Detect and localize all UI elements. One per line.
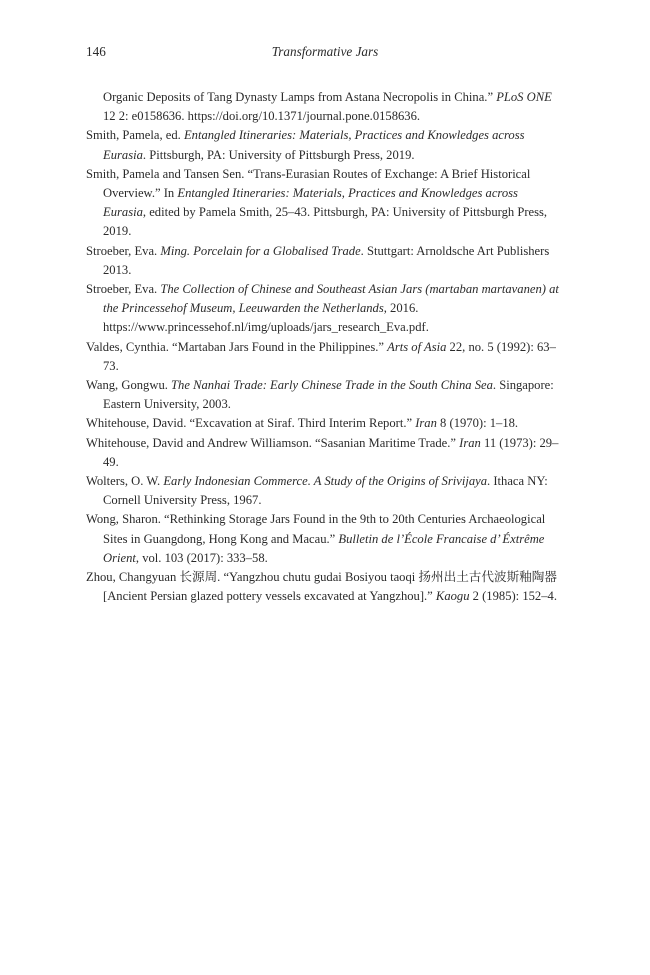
reference-entry [86,510,564,568]
reference-text: . Stuttgart: Arnoldsche Art Publishers 2013. [103,243,550,277]
reference-text: Wong, Sharon. “Rethinking Storage Jars Found in the 9th to 20th Centuries Archaeological Sites in Guangdong, Hong Kong and Macau.” [86,512,546,546]
reference-entry [86,126,564,164]
reference-title: The Nanhai Trade: Early Chinese Trade in the South China Sea [171,378,493,393]
reference-title: Ming. Porcelain for a Globalised Trade [160,243,361,258]
reference-entry [86,472,564,510]
reference-text: , 2016. https://www.princessehof.nl/img/uploads/jars_research_Eva.pdf. [103,301,429,335]
reference-text: Zhou, Changyuan 长源周. “Yangzhou chutu gudai Bosiyou taoqi 扬州出土古代波斯釉陶器 [Ancient Persian glazed pottery vessels excavated at Yangzhou].” [86,570,557,604]
reference-text: Organic Deposits of Tang Dynasty Lamps from Astana Necropolis in China.” [103,90,497,104]
reference-entry [86,414,564,433]
reference-text: 8 (1970): 1–18. [436,416,519,431]
running-title: Transformative Jars [271,44,379,59]
bibliography-list [86,88,564,606]
reference-title: Entangled Itineraries: Materials, Practices and Knowledges across Eurasia [103,186,518,220]
page-number: 146 [86,44,106,59]
reference-title: The Collection of Chinese and Southeast Asian Jars (martaban martavanen) at the Princessehof Museum, Leeuwarden the Netherlands [103,282,559,316]
reference-entry [86,165,564,242]
reference-title: Iran [415,416,437,431]
reference-title: PLoS ONE [496,90,552,104]
reference-text: Wolters, O. W. [86,474,164,489]
reference-title: Early Indonesian Commerce. A Study of the Origins of Srivijaya [163,474,488,489]
reference-title: Entangled Itineraries: Materials, Practices and Knowledges across Eurasia [103,128,525,162]
reference-text: . Pittsburgh, PA: University of Pittsburgh Press, 2019. [142,147,415,162]
reference-text: Smith, Pamela, ed. [86,128,184,143]
reference-entry [86,376,564,414]
reference-entry [86,568,564,606]
reference-entry [86,434,564,472]
reference-text: 12 2: e0158636. https://doi.org/10.1371/journal.pone.0158636. [103,109,421,124]
reference-text: Stroeber, Eva. [86,243,161,258]
reference-title: Arts of Asia [387,339,447,354]
reference-entry [86,338,564,376]
reference-text: Whitehouse, David and Andrew Williamson. “Sasanian Maritime Trade.” [86,435,460,450]
reference-title: Bulletin de l’École Francaise d’ Éxtrême Orient [103,531,545,565]
reference-text: Valdes, Cynthia. “Martaban Jars Found in the Philippines.” [86,339,388,354]
reference-text: Smith, Pamela and Tansen Sen. “Trans-Eurasian Routes of Exchange: A Brief Historical Overview.” In [86,166,531,201]
reference-text: 11 (1973): 29–49. [103,435,559,469]
reference-text: . Singapore: Eastern University, 2003. [103,378,554,412]
reference-title: Iran [459,435,481,450]
reference-text: Wang, Gongwu. [86,378,172,393]
reference-text: . Ithaca NY: Cornell University Press, 1967. [103,474,548,508]
reference-entry [86,242,564,280]
reference-entry [86,88,564,126]
reference-text: 22, no. 5 (1992): 63–73. [103,339,556,373]
reference-text: , vol. 103 (2017): 333–58. [135,550,268,565]
reference-text: Whitehouse, David. “Excavation at Siraf. Third Interim Report.” [86,416,416,431]
page-header [86,44,564,64]
reference-title: Kaogu [435,589,470,604]
reference-text: Stroeber, Eva. [86,282,161,297]
reference-entry [86,280,564,338]
reference-text: 2 (1985): 152–4. [469,589,557,604]
reference-text: , edited by Pamela Smith, 25–43. Pittsburgh, PA: University of Pittsburgh Press, 2019. [103,205,548,239]
